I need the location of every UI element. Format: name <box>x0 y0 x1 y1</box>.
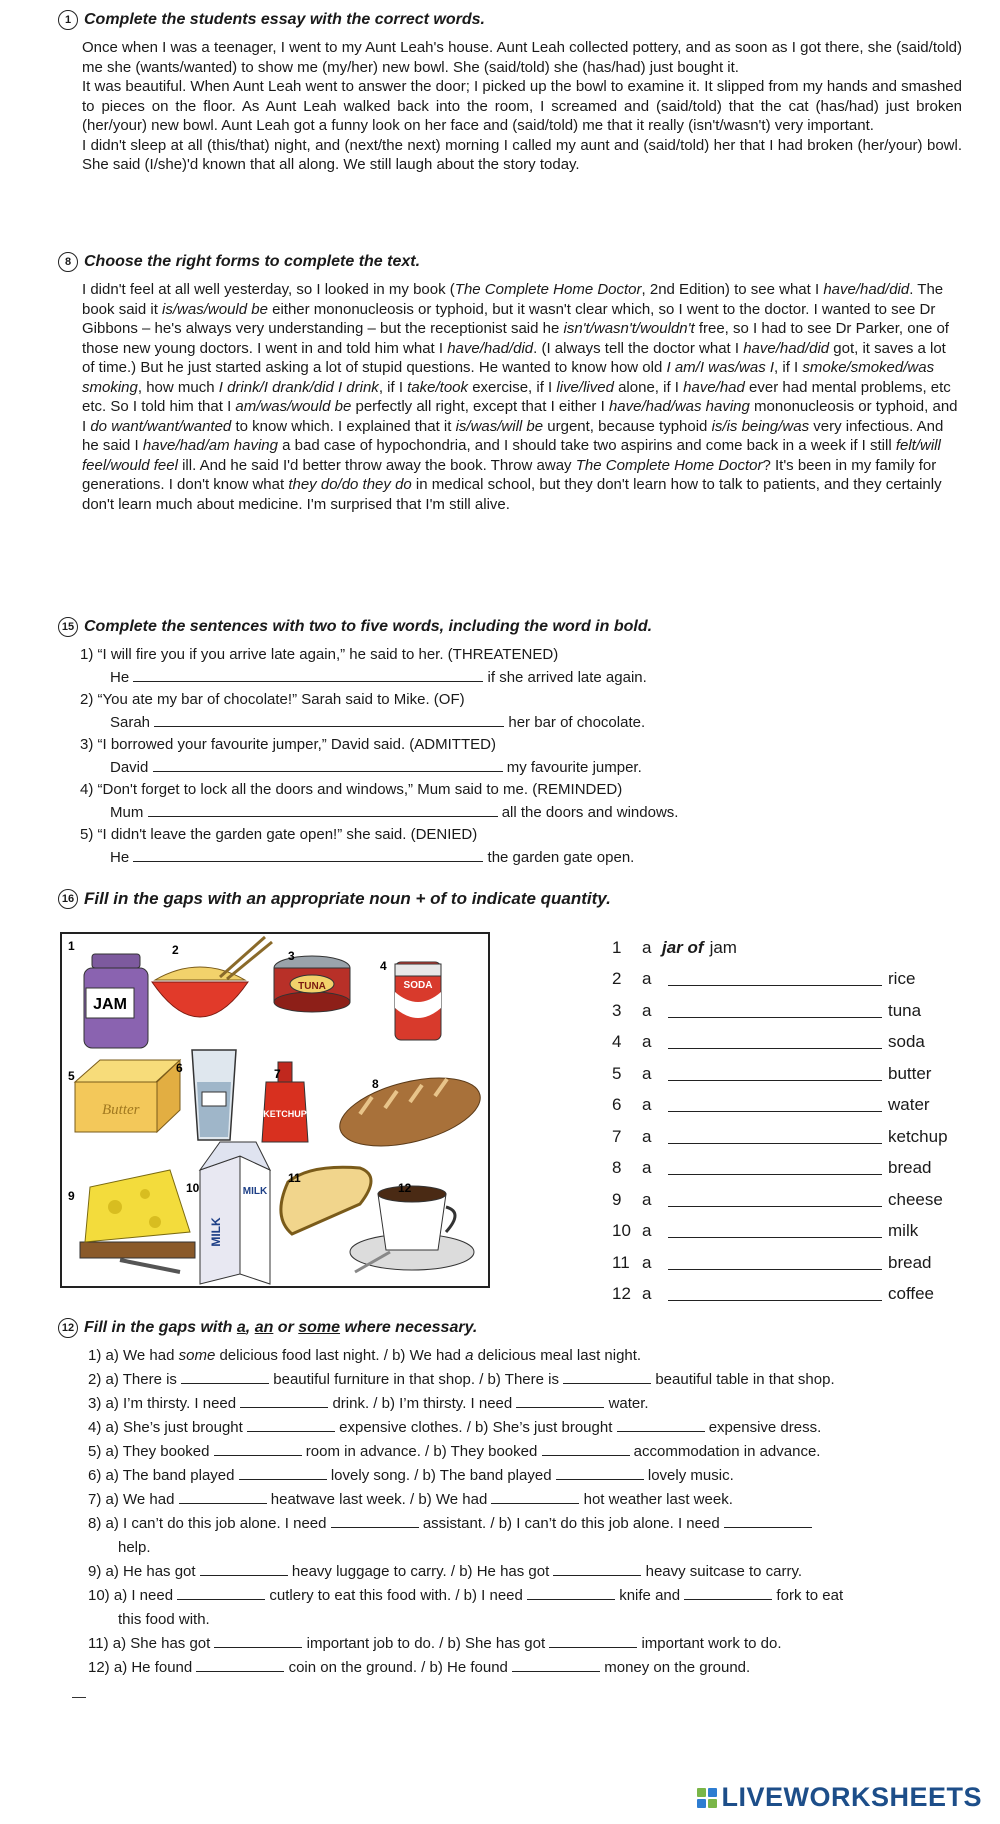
sentence-text: money on the ground. <box>600 1659 751 1676</box>
text-segment: . (I always tell the doctor what I <box>533 339 744 357</box>
article-sentence <box>88 1632 958 1656</box>
sentence-prompt: 4) “Don't forget to lock all the doors and windows,” Mum said to me. (REMINDED) <box>80 781 623 798</box>
sentence-start: David <box>110 758 149 776</box>
quantity-row <box>612 1021 972 1053</box>
sentence-text: 10) a) I need <box>88 1587 178 1604</box>
answer-gap[interactable] <box>668 1097 882 1112</box>
quantity-row <box>612 1052 972 1084</box>
answer-gap[interactable] <box>179 1489 267 1504</box>
exercise-8-header <box>58 252 958 272</box>
quantity-example-row <box>612 926 972 958</box>
verb-choice: The Complete Home Doctor <box>575 456 763 474</box>
answer-gap[interactable] <box>331 1513 419 1528</box>
answer-gap[interactable] <box>724 1513 812 1528</box>
verb-choice: have/had/was having <box>608 398 750 415</box>
exercise-number-badge: 8 <box>58 252 78 272</box>
article-sentence <box>88 1392 958 1416</box>
item-article: a <box>642 1095 652 1114</box>
picture-number: 1 <box>68 939 75 953</box>
item-noun: cheese <box>888 1189 943 1209</box>
sentence-text: 12) a) He found <box>88 1659 197 1676</box>
answer-gap[interactable] <box>549 1633 637 1648</box>
item-noun: bread <box>888 1158 932 1177</box>
answer-gap[interactable] <box>668 971 882 986</box>
exercise-16-header <box>58 889 958 909</box>
quantity-row <box>612 1115 972 1147</box>
text-segment: , how much <box>137 378 219 396</box>
soda-label: SODA <box>403 980 433 991</box>
item-article: a <box>642 1189 652 1209</box>
article-sentence <box>88 1584 958 1608</box>
sentence-text: delicious food last night. / b) We had <box>215 1347 466 1364</box>
sentence-text: 2) a) There is <box>88 1371 182 1388</box>
item-number: 10 <box>612 1221 631 1240</box>
verb-choice: I am/I was/was I <box>666 359 775 376</box>
answer-gap[interactable] <box>527 1585 615 1600</box>
picture-number: 4 <box>380 959 387 973</box>
sentence-text: expensive dress. <box>704 1419 822 1436</box>
item-article: a <box>642 1284 652 1303</box>
answer-gap[interactable] <box>177 1585 265 1600</box>
sentence-text: fork to eat <box>772 1587 844 1604</box>
divider <box>72 1697 86 1698</box>
title-part: or <box>273 1319 299 1336</box>
text-segment: got, it saves a lot of time.) But he just started asking a lot of stupid questions. He wanted to know how old <box>82 339 946 376</box>
answer-gap[interactable] <box>153 757 503 772</box>
answer-gap[interactable] <box>200 1561 288 1576</box>
answer-gap[interactable] <box>181 1369 269 1384</box>
sentence-text: 8) a) I can’t do this job alone. I need <box>88 1515 331 1532</box>
text-segment: , if I <box>378 378 408 396</box>
verb-choice: have/had/did <box>743 339 830 357</box>
sentence-start: He <box>110 848 130 866</box>
exercise-1-header <box>58 10 958 30</box>
essay-text <box>82 38 962 175</box>
answer-gap[interactable] <box>668 1129 882 1144</box>
verb-choice: do want/want/wanted <box>90 417 232 435</box>
butter-pack <box>75 1060 180 1132</box>
brand-name: LIVEWORKSHEETS <box>721 1782 982 1812</box>
verb-choice: smoke/smoked/was smoking <box>82 359 935 396</box>
item-number: 9 <box>612 1189 622 1209</box>
sentence-answer-line <box>80 847 958 870</box>
item-number: 1 <box>612 937 622 957</box>
item-article: a <box>642 1126 652 1146</box>
sentence-text: heavy luggage to carry. / b) He has got <box>287 1563 554 1580</box>
sentence-start: Sarah <box>110 713 151 731</box>
answer-gap[interactable] <box>668 1003 882 1018</box>
item-noun: bread <box>888 1252 932 1272</box>
sentence-text: 7) a) We had <box>88 1491 179 1508</box>
sentence-end: her bar of chocolate. <box>508 713 646 731</box>
picture-number: 8 <box>372 1077 379 1091</box>
quantity-row <box>612 989 972 1021</box>
article-sentence <box>88 1560 958 1584</box>
exercise-16-title: Fill in the gaps with an appropriate noun + of to indicate quantity. <box>84 889 611 908</box>
sentence-answer-line <box>80 802 958 825</box>
tuna-label: TUNA <box>298 981 326 992</box>
item-number: 8 <box>612 1158 622 1177</box>
exercise-number-badge: 15 <box>58 617 78 637</box>
sentence-prompt: 2) “You ate my bar of chocolate!” Sarah said to Mike. (OF) <box>80 691 465 708</box>
verb-choice: have/had/did <box>447 339 534 357</box>
sentence-text: 6) a) The band played <box>88 1467 239 1484</box>
verb-choice: have/had/am having <box>142 437 278 454</box>
answer-gap[interactable] <box>148 802 498 817</box>
sentence-text: 5) a) They booked <box>88 1443 214 1460</box>
sentence-text: 1) a) We had <box>88 1347 179 1364</box>
item-article: a <box>642 1252 652 1272</box>
article-sentence <box>88 1488 958 1512</box>
item-noun: soda <box>888 1032 925 1051</box>
article-sentence <box>88 1656 958 1680</box>
sentence-end: all the doors and windows. <box>501 803 679 821</box>
answer-gap[interactable] <box>563 1369 651 1384</box>
text-segment: to know which. I explained that it <box>231 417 456 435</box>
item-noun: ketchup <box>888 1126 948 1146</box>
article-sentence <box>88 1512 958 1536</box>
quantity-row <box>612 1241 972 1273</box>
picture-number: 7 <box>274 1067 281 1081</box>
answer-gap[interactable] <box>491 1489 579 1504</box>
answer-gap[interactable] <box>516 1393 604 1408</box>
example-article: some <box>178 1347 216 1364</box>
item-number: 11 <box>612 1252 630 1272</box>
text-segment: alone, if I <box>613 378 684 396</box>
exercise-1 <box>58 10 962 175</box>
picture-number: 11 <box>288 1171 301 1185</box>
sentence-text: lovely song. / b) The band played <box>326 1467 556 1484</box>
milk-side-label: MILK <box>209 1217 223 1247</box>
jam-label: JAM <box>93 996 127 1013</box>
milk-label: MILK <box>242 1186 268 1197</box>
sentence-text: heatwave last week. / b) We had <box>266 1491 492 1508</box>
answer-gap[interactable] <box>239 1465 327 1480</box>
sentence-text: knife and <box>615 1587 685 1604</box>
liveworksheets-logo <box>697 1782 982 1813</box>
verb-choice: am/was/would be <box>235 398 352 415</box>
jam-jar <box>84 954 148 1048</box>
article-sentence <box>88 1416 958 1440</box>
example-answer: jar of <box>662 937 704 957</box>
answer-gap[interactable] <box>154 712 504 727</box>
text-segment: exercise, if I <box>468 378 557 396</box>
text-segment: . The book said it <box>82 281 944 318</box>
text-segment: ever had mental problems, etc etc. So I told him that I <box>82 378 951 415</box>
item-number: 4 <box>612 1032 622 1051</box>
item-article: a <box>642 1158 652 1177</box>
title-part: where necessary. <box>340 1319 478 1336</box>
sentence-start: He <box>110 668 130 686</box>
item-article: a <box>642 937 652 957</box>
answer-gap[interactable] <box>668 1223 882 1238</box>
article-sentence <box>88 1344 958 1368</box>
verb-choice: I drink/I drank/did I drink <box>218 378 379 396</box>
item-number: 6 <box>612 1095 622 1114</box>
verb-choice: have/had <box>683 378 745 396</box>
sentence-prompt: 5) “I didn't leave the garden gate open!” she said. (DENIED) <box>80 826 478 843</box>
sentence-text: beautiful furniture in that shop. / b) There is <box>269 1371 564 1388</box>
picture-number: 6 <box>176 1061 183 1075</box>
item-noun: water <box>888 1095 930 1114</box>
item-number: 3 <box>612 1000 622 1020</box>
item-number: 12 <box>612 1284 631 1303</box>
exercise-8 <box>58 252 958 514</box>
verb-choice: The Complete Home Doctor <box>454 281 642 298</box>
text-segment: a bad case of hypochondria, and I should take two aspirins and come back in a week if I still <box>277 437 896 454</box>
verb-choice: isn't/wasn't/wouldn't <box>563 320 695 337</box>
item-article: a <box>642 1000 652 1020</box>
butter-label: Butter <box>102 1102 140 1118</box>
item-noun: rice <box>888 969 916 988</box>
sentence-text: lovely music. <box>643 1467 734 1484</box>
essay-paragraph-3: I didn't sleep at all (this/that) night, and (next/the next) morning I called my aunt and (said/told) her that I had broken (her/your) bowl. She said (I/she)'d known that all along. We still laugh about the story today. <box>82 136 962 173</box>
example-article: a <box>465 1347 474 1364</box>
verb-choice: take/took <box>407 378 469 396</box>
article-sentence <box>88 1464 958 1488</box>
exercise-15 <box>58 617 958 869</box>
text-segment: in medical school, but they don't learn how to talk to patients, and they certainly don't learn much about medicine. I'm surprised that I'm still alive. <box>82 476 942 513</box>
article-word: a <box>236 1319 246 1336</box>
sentence-text: coin on the ground. / b) He found <box>284 1659 513 1676</box>
exercise-12 <box>58 1318 958 1680</box>
verb-choice: is/was/will be <box>455 417 544 435</box>
ketchup-label: KETCHUP <box>263 1109 307 1119</box>
sentence-end: if she arrived late again. <box>487 668 647 686</box>
picture-number: 10 <box>186 1181 200 1195</box>
item-article: a <box>642 1032 652 1051</box>
answer-gap[interactable] <box>512 1657 600 1672</box>
sentence-end: my favourite jumper. <box>506 758 642 776</box>
sentence-text: heavy suitcase to carry. <box>641 1563 803 1580</box>
sentence-text: delicious meal last night. <box>473 1347 642 1364</box>
answer-gap[interactable] <box>133 667 483 682</box>
text-segment: urgent, because typhoid <box>543 417 712 435</box>
answer-gap[interactable] <box>542 1441 630 1456</box>
article-word: some <box>298 1319 341 1336</box>
food-quantities-picture <box>60 932 490 1288</box>
verb-choice: is/was/would be <box>162 300 268 318</box>
quantity-row <box>612 1178 972 1210</box>
answer-gap[interactable] <box>214 1441 302 1456</box>
verb-choice: live/lived <box>556 378 614 396</box>
answer-gap[interactable] <box>240 1393 328 1408</box>
exercise-16 <box>58 889 958 909</box>
answer-gap[interactable] <box>668 1192 882 1207</box>
text-segment: very infectious. And he said I <box>82 417 944 454</box>
item-noun: coffee <box>888 1284 935 1303</box>
verb-choice: they do/do they do <box>288 476 412 493</box>
sentence-answer-line <box>80 757 958 780</box>
answer-gap[interactable] <box>684 1585 772 1600</box>
answer-gap[interactable] <box>668 1034 882 1049</box>
sentence-continuation: help. <box>118 1539 151 1556</box>
exercise-8-title: Choose the right forms to complete the text. <box>84 253 421 270</box>
quantity-list <box>612 926 972 1304</box>
sentence-start: Mum <box>110 803 144 821</box>
quantity-row <box>612 958 972 990</box>
text-segment: ? It's been in my family for generations. I don't know what <box>82 456 937 493</box>
item-noun: butter <box>888 1063 932 1083</box>
answer-gap[interactable] <box>196 1657 284 1672</box>
milk-carton <box>200 1142 270 1284</box>
picture-number: 3 <box>288 949 295 963</box>
tuna-can <box>274 956 350 1012</box>
exercise-number-badge: 16 <box>58 889 78 909</box>
verb-choice: felt/will feel/would feel <box>82 437 941 474</box>
text-segment: perfectly all right, except that I either I <box>351 398 609 415</box>
sentence-text: 3) a) I’m thirsty. I need <box>88 1395 241 1412</box>
item-number: 7 <box>612 1126 622 1146</box>
verb-choice: have/had/did <box>823 281 910 298</box>
articles-list <box>88 1344 958 1680</box>
sentence-text: assistant. / b) I can’t do this job alone. I need <box>418 1515 724 1532</box>
text-segment: free, so I had to see Dr Parker, one of those new young doctors. I went in and told him what I <box>82 320 949 357</box>
answer-gap[interactable] <box>133 847 483 862</box>
item-number: 2 <box>612 969 622 988</box>
answer-gap[interactable] <box>668 1160 882 1175</box>
exercise-12-title <box>84 1319 477 1337</box>
item-noun: tuna <box>888 1000 922 1020</box>
exercise-15-title: Complete the sentences with two to five words, including the word in bold. <box>84 618 653 635</box>
answer-gap[interactable] <box>668 1066 882 1081</box>
item-noun: jam <box>709 937 737 957</box>
picture-number: 12 <box>398 1181 412 1195</box>
answer-gap[interactable] <box>668 1286 882 1301</box>
sentence-text: hot weather last week. <box>579 1491 733 1508</box>
sentence-end: the garden gate open. <box>487 848 635 866</box>
quantity-row <box>612 1147 972 1179</box>
picture-number: 9 <box>68 1189 75 1203</box>
picture-number: 5 <box>68 1069 75 1083</box>
sentence-answer-line <box>80 667 958 690</box>
essay-paragraph-1: Once when I was a teenager, I went to my Aunt Leah's house. Aunt Leah collected pottery, and as soon as I got there, she (said/told) me she (wants/wanted) to show me (my/her) new bowl. She (said/told) she (has/had) just bought it. <box>82 39 962 76</box>
answer-gap[interactable] <box>553 1561 641 1576</box>
doctor-text <box>82 280 962 514</box>
sentence-text: accommodation in advance. <box>629 1443 821 1460</box>
item-article: a <box>642 969 652 988</box>
sentence-text: 9) a) He has got <box>88 1563 200 1580</box>
exercise-1-title: Complete the students essay with the correct words. <box>84 11 485 28</box>
sentence-text: room in advance. / b) They booked <box>301 1443 542 1460</box>
title-part: Fill in the gaps with <box>84 1319 237 1336</box>
article-sentence <box>88 1368 958 1392</box>
soda-can <box>395 962 441 1040</box>
quantity-row <box>612 1084 972 1116</box>
reported-speech-list <box>80 644 958 869</box>
answer-gap[interactable] <box>247 1417 335 1432</box>
item-noun: milk <box>888 1221 919 1240</box>
picture-number: 2 <box>172 943 179 957</box>
exercise-number-badge: 12 <box>58 1318 78 1338</box>
answer-gap[interactable] <box>617 1417 705 1432</box>
item-article: a <box>642 1063 652 1083</box>
essay-paragraph-2: It was beautiful. When Aunt Leah went to answer the door; I picked up the bowl to examine it. It slipped from my hands and smashed to pieces on the floor. As Aunt Leah walked back into the room, I screamed and (said/told) that the cat (has/had) just broken (her/your) new bowl. Aunt Leah got a funny look on her face and (said/told) me that it really (isn't/wasn't) very important. <box>82 78 962 134</box>
sentence-text: 11) a) She has got <box>88 1635 215 1652</box>
item-number: 5 <box>612 1063 622 1083</box>
liveworksheets-icon <box>697 1788 717 1808</box>
sentence-text: cutlery to eat this food with. / b) I need <box>265 1587 528 1604</box>
sentence-text: water. <box>604 1395 649 1412</box>
text-segment: ill. And he said I'd better throw away the book. Throw away <box>177 456 576 474</box>
water-glass <box>192 1050 236 1140</box>
sentence-prompt: 3) “I borrowed your favourite jumper,” David said. (ADMITTED) <box>80 736 496 753</box>
sentence-text: 4) a) She’s just brought <box>88 1419 247 1436</box>
exercise-15-header <box>58 617 958 637</box>
article-sentence <box>88 1440 958 1464</box>
sentence-text: important work to do. <box>637 1635 782 1652</box>
text-segment: , 2nd Edition) to see what I <box>641 281 824 298</box>
sentence-text: expensive clothes. / b) She’s just brought <box>334 1419 617 1436</box>
exercise-12-header <box>58 1318 958 1338</box>
exercise-number-badge: 1 <box>58 10 78 30</box>
text-segment: mononucleosis or typhoid, and I <box>82 398 958 435</box>
answer-gap[interactable] <box>214 1633 302 1648</box>
title-part: , <box>245 1319 255 1336</box>
sentence-answer-line <box>80 712 958 735</box>
sentence-text: important job to do. / b) She has got <box>302 1635 550 1652</box>
text-segment: I didn't feel at all well yesterday, so I looked in my book ( <box>82 281 455 298</box>
text-segment: either mononucleosis or typhoid, but it wasn't clear which, so I went to the doctor. I wanted to see Dr Gibbons – he's always very understanding – but the receptionist said he <box>82 300 936 337</box>
quantity-row <box>612 1210 972 1242</box>
answer-gap[interactable] <box>556 1465 644 1480</box>
sentence-text: drink. / b) I’m thirsty. I need <box>328 1395 517 1412</box>
sentence-text: beautiful table in that shop. <box>651 1371 835 1388</box>
verb-choice: is/is being/was <box>711 417 810 435</box>
article-word: an <box>254 1319 274 1336</box>
sentence-prompt: 1) “I will fire you if you arrive late again,” he said to her. (THREATENED) <box>80 646 559 663</box>
answer-gap[interactable] <box>668 1255 882 1270</box>
quantity-row <box>612 1273 972 1305</box>
sentence-continuation: this food with. <box>118 1611 210 1628</box>
item-article: a <box>642 1221 652 1240</box>
text-segment: , if I <box>774 359 803 376</box>
